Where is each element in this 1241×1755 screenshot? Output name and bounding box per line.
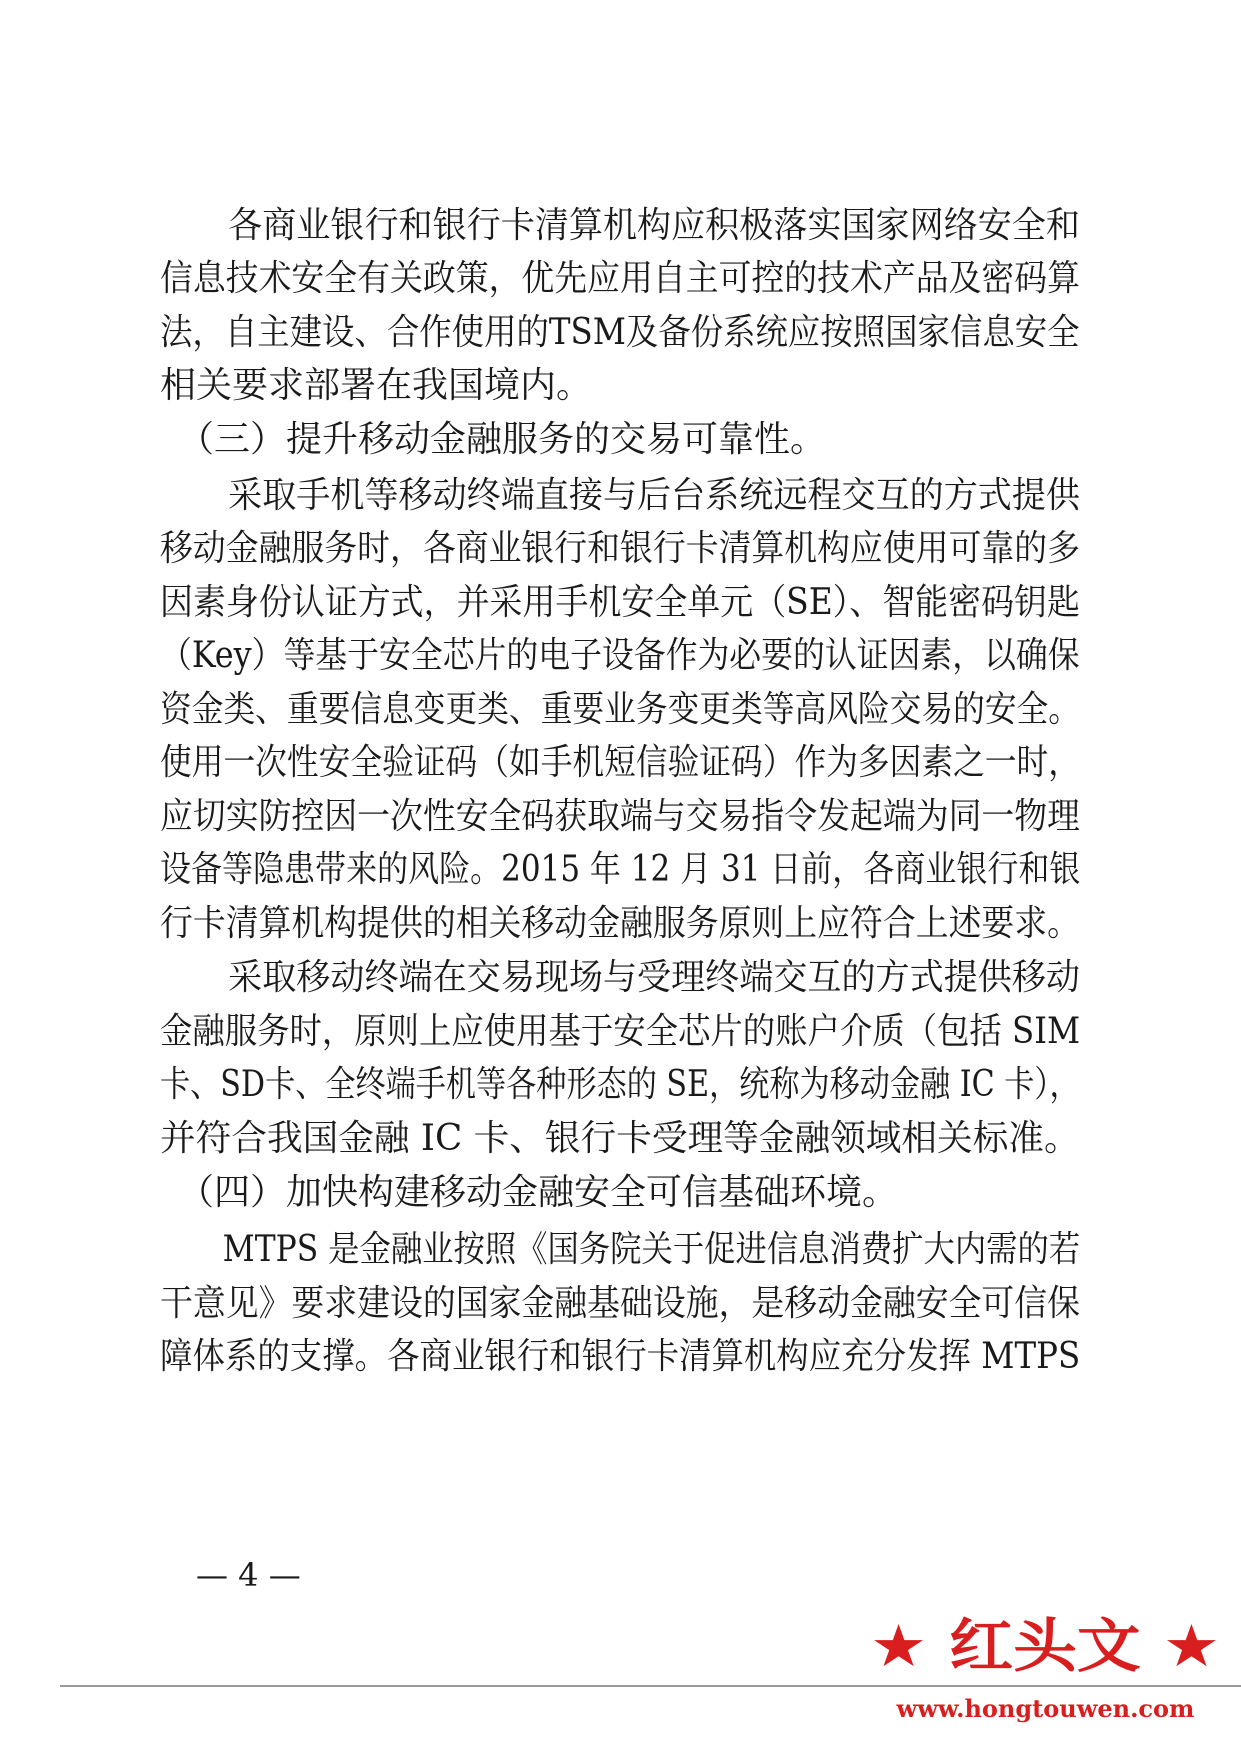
text-line: 障体系的支撑。各商业银行和银行卡清算机构应充分发挥 MTPS xyxy=(160,1336,1081,1377)
text-line: 应切实防控因一次性安全码获取端与交易指令发起端为同一物理 xyxy=(160,796,1081,837)
text-line: 因素身份认证方式，并采用手机安全单元（SE）、智能密码钥匙 xyxy=(160,582,1080,623)
watermark-logo xyxy=(868,1608,1223,1730)
text-line: 卡、SD卡、全终端手机等各种形态的 SE，统称为移动金融 IC 卡）， xyxy=(160,1064,1080,1105)
text-line: 金融服务时，原则上应使用基于安全芯片的账户介质（包括 SIM xyxy=(160,1011,1081,1052)
watermark-brand-text: ★ 红头文 ★ xyxy=(870,1612,1220,1680)
watermark-brand xyxy=(868,1608,1223,1686)
text-line: 采取手机等移动终端直接与后台系统远程交互的方式提供 xyxy=(160,475,1081,516)
section-heading: （四）加快构建移动金融安全可信基础环境。 xyxy=(160,1172,899,1213)
section-heading: （三）提升移动金融服务的交易可靠性。 xyxy=(160,419,827,460)
text-line: 干意见》要求建设的国家金融基础设施，是移动金融安全可信保 xyxy=(160,1283,1081,1324)
page-number: — 4 — xyxy=(196,1556,301,1594)
text-line: 信息技术安全有关政策，优先应用自主可控的技术产品及密码算 xyxy=(160,258,1081,299)
text-line: 法，自主建设、合作使用的TSM及备份系统应按照国家信息安全 xyxy=(160,312,1080,353)
text-line: 行卡清算机构提供的相关移动金融服务原则上应符合上述要求。 xyxy=(160,903,1081,944)
text-line: 相关要求部署在我国境内。 xyxy=(160,365,593,406)
text-line: 使用一次性安全验证码（如手机短信验证码）作为多因素之一时， xyxy=(160,742,1081,783)
text-line: MTPS 是金融业按照《国务院关于促进信息消费扩大内需的若 xyxy=(160,1229,1081,1270)
text-line: 采取移动终端在交易现场与受理终端交互的方式提供移动 xyxy=(160,957,1081,998)
text-line: 设备等隐患带来的风险。2015 年 12 月 31 日前，各商业银行和银 xyxy=(160,849,1081,890)
text-line: 各商业银行和银行卡清算机构应积极落实国家网络安全和 xyxy=(160,205,1081,246)
text-line: 并符合我国金融 IC 卡、银行卡受理等金融领域相关标准。 xyxy=(160,1118,1080,1159)
text-line: （Key）等基于安全芯片的电子设备作为必要的认证因素，以确保 xyxy=(160,635,1080,676)
watermark-url: www.hongtouwen.com xyxy=(896,1694,1195,1723)
text-line: 移动金融服务时，各商业银行和银行卡清算机构应使用可靠的多 xyxy=(160,528,1081,569)
text-line: 资金类、重要信息变更类、重要业务变更类等高风险交易的安全。 xyxy=(160,689,1081,730)
